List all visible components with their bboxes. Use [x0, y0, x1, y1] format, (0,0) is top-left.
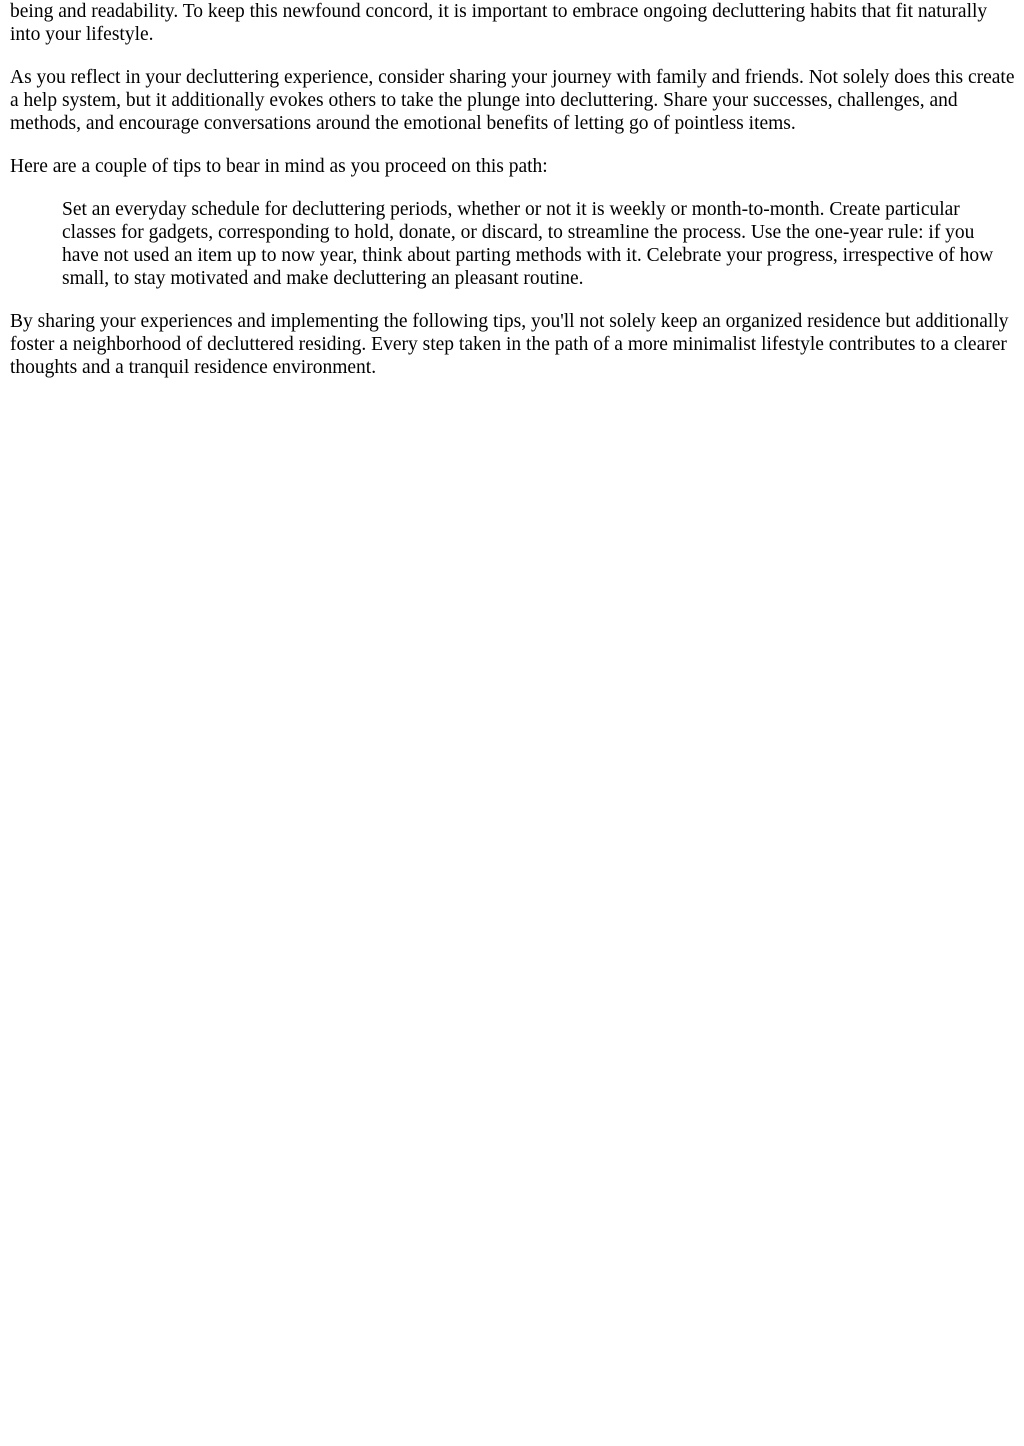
paragraph-closing: By sharing your experiences and implementing the following tips, you'll not solely keep an organized residence but additionally foster a neighborhood of decluttered residing. Every step taken in the path of a more minimalist lifestyle contributes to a clearer thoughts and a tranquil residence environment. — [10, 311, 1009, 378]
paragraph-sharing: As you reflect in your decluttering experience, consider sharing your journey with family and friends. Not solely does this create a help system, but it additionally evokes others to take the plunge into decluttering. Share your successes, challenges, and methods, and encourage conversations around the emotional benefits of letting go of pointless items. — [10, 67, 1015, 134]
article-body — [0, 0, 1024, 379]
paragraph-tips-intro: Here are a couple of tips to bear in mind as you proceed on this path: — [10, 156, 548, 177]
paragraph-habits: being and readability. To keep this newfound concord, it is important to embrace ongoing decluttering habits that fit naturally into your lifestyle. — [10, 1, 988, 45]
tips-blockquote: Set an everyday schedule for decluttering periods, whether or not it is weekly or month-to-month. Create particular classes for gadgets, corresponding to hold, donate, or discard, to streamline the process. Use the one-year rule: if you have not used an item up to now year, think about parting methods with it. Celebrate your progress, irrespective of how small, to stay motivated and make decluttering an pleasant routine. — [62, 199, 994, 289]
